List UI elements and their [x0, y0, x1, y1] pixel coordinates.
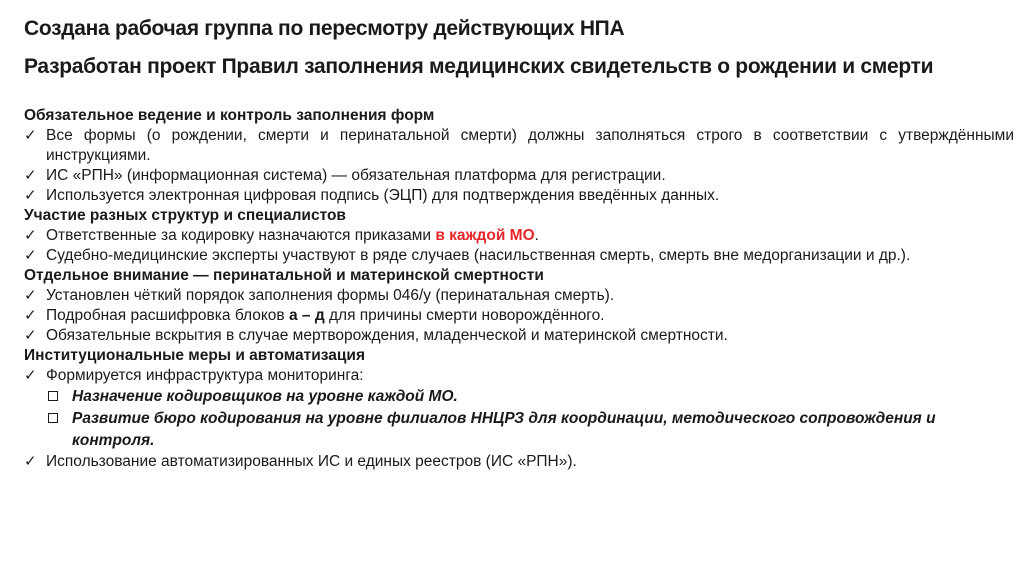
section-heading-perinatal: Отдельное внимание — перинатальной и материнской смертности — [24, 267, 544, 284]
list-item: ✓ Используется электронная цифровая подпись (ЭЦП) для подтверждения введённых данных. — [24, 187, 720, 204]
checkmark-icon: ✓ — [24, 247, 37, 264]
checkmark-icon: ✓ — [24, 453, 37, 470]
checkmark-icon: ✓ — [24, 127, 37, 144]
list-item: ✓ Использование автоматизированных ИС и единых реестров (ИС «РПН»). — [24, 453, 577, 470]
checkmark-icon: ✓ — [24, 327, 37, 344]
blocks-label: а – д — [288, 307, 325, 324]
slide — [24, 14, 1014, 472]
list-item: ✓ Ответственные за кодировку назначаются приказами в каждой МО. — [24, 227, 539, 244]
list-item: ✓ ИС «РПН» (информационная система) — обязательная платформа для регистрации. — [24, 167, 666, 184]
sub-list-item: Назначение кодировщиков на уровне каждой МО. — [24, 386, 1014, 408]
list-item: ✓ Подробная расшифровка блоков а – д для причины смерти новорождённого. — [24, 307, 605, 324]
checkmark-icon: ✓ — [24, 187, 37, 204]
title-working-group: Создана рабочая группа по пересмотру действующих НПА — [24, 17, 625, 40]
section-heading-institutional: Институциональные меры и автоматизация — [24, 347, 365, 364]
list-item: ✓ Обязательные вскрытия в случае мертворождения, младенческой и материнской смертности. — [24, 327, 728, 344]
highlight-each-mo: в каждой МО — [435, 227, 535, 244]
list-item: ✓ Формируется инфраструктура мониторинга: — [24, 367, 364, 384]
section-heading-forms: Обязательное ведение и контроль заполнения форм — [24, 107, 435, 124]
checkmark-icon: ✓ — [24, 287, 37, 304]
section-heading-structures: Участие разных структур и специалистов — [24, 207, 346, 224]
checkmark-icon: ✓ — [24, 227, 37, 244]
checkmark-icon: ✓ — [24, 367, 37, 384]
checkbox-square-icon — [48, 413, 58, 423]
list-item: ✓ Установлен чёткий порядок заполнения формы 046/у (перинатальная смерть). — [24, 287, 615, 304]
list-item: ✓ Судебно-медицинские эксперты участвуют в ряде случаев (насильственная смерть, смерть вне медорганизации и др.). — [24, 247, 911, 264]
checkbox-square-icon — [48, 391, 58, 401]
title-draft-rules: Разработан проект Правил заполнения медицинских свидетельств о рождении и смерти — [24, 55, 934, 78]
sub-list-item: Развитие бюро кодирования на уровне филиалов ННЦРЗ для координации, методического сопровождения и контроля. — [24, 408, 1014, 452]
checkmark-icon: ✓ — [24, 167, 37, 184]
checkmark-icon: ✓ — [24, 307, 37, 324]
list-item: ✓ Все формы (о рождении, смерти и перинатальной смерти) должны заполняться строго в соответствии с утверждёнными инструкциями. — [24, 127, 1014, 164]
